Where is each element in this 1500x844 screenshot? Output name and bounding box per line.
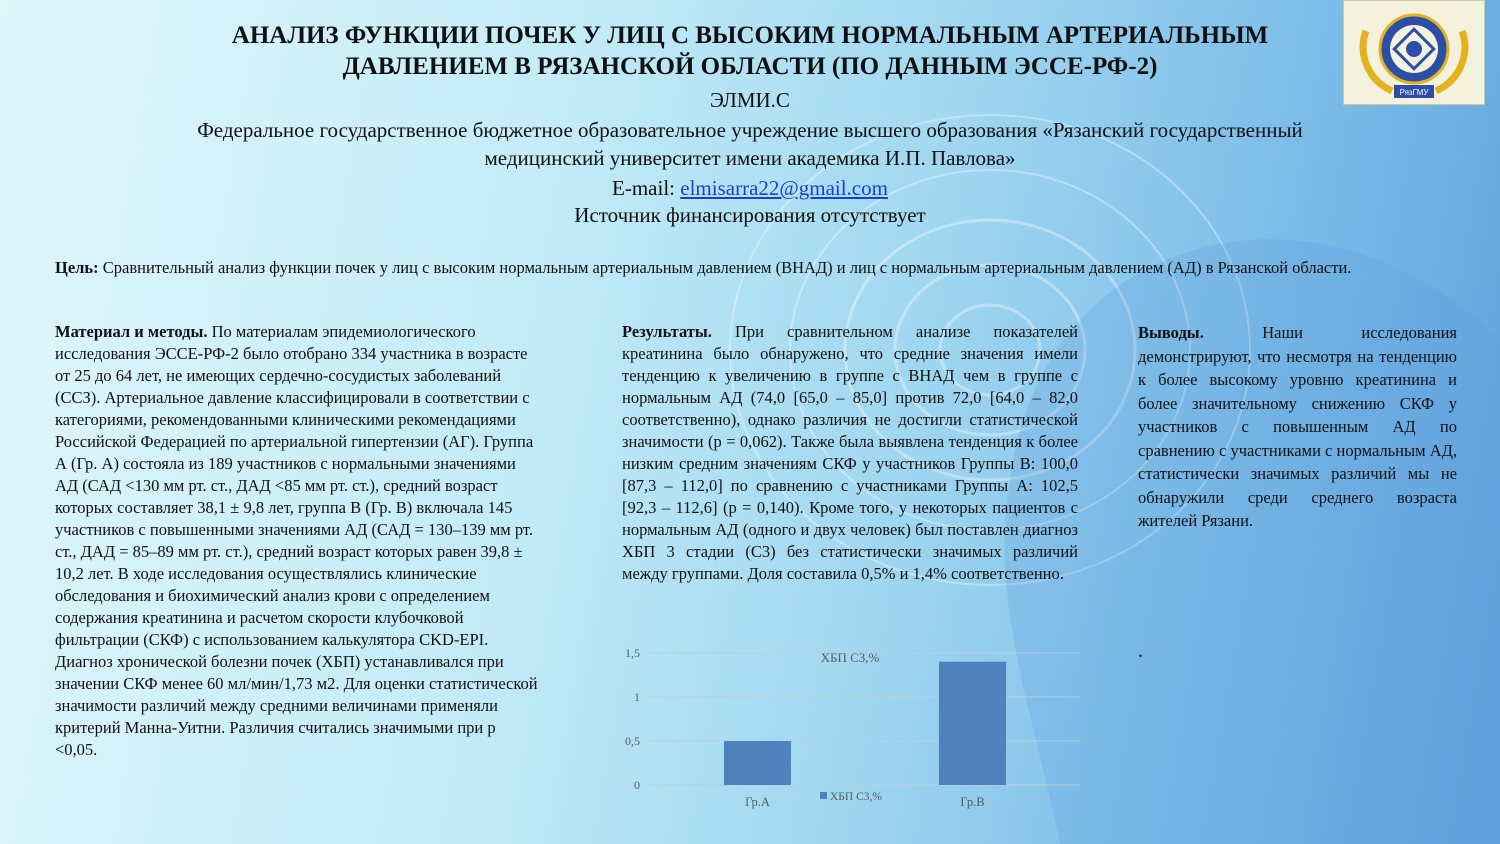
chart-legend [820, 791, 882, 803]
chart-gridlines [650, 653, 1080, 785]
goal-paragraph [55, 257, 1455, 279]
methods-label: Материал и методы. [55, 322, 208, 341]
title-line-2: ДАВЛЕНИЕМ В РЯЗАНСКОЙ ОБЛАСТИ (ПО ДАННЫМ ЭССЕ-РФ-2) [342, 53, 1158, 80]
affiliation-line-2: медицинский университет имени академика И.П. Павлова» [484, 146, 1016, 170]
x-tick-label: Гр.А [745, 795, 770, 809]
methods-section [55, 321, 540, 761]
university-logo [1343, 0, 1485, 105]
email-label: E-mail: [612, 176, 681, 200]
y-tick-label: 0 [634, 778, 640, 792]
affiliation-line-1: Федеральное государственное бюджетное образовательное учреждение высшего образования «Рязанский государственный [197, 118, 1303, 142]
bar-group-b [939, 662, 1006, 785]
y-tick-label: 1 [634, 690, 640, 704]
bar-group-a [724, 741, 791, 785]
conclusions-section [1138, 321, 1457, 533]
goal-text: Сравнительный анализ функции почек у лиц с высоким нормальным артериальным давлением (ВНАД) и лиц с нормальным артериальным давлением (АД) в Рязанской области. [98, 258, 1352, 277]
author: ЭЛМИ.С [710, 88, 790, 112]
legend-label: ХБП С3,% [830, 791, 882, 803]
logo-text: РязГМУ [1399, 88, 1429, 97]
results-text: При сравнительном анализе показателей креатинина было обнаружено, что средние значения имели тенденцию к увеличению в группе с ВНАД чем в группе с нормальным АД (74,0 [65,0 – 85,0] против 72,0 [64,0 – 82,0 соответственно), однако различия не достигли статистической значимости (p = 0,062). Также была выявлена тенденция к более низким средним значениям СКФ у участников Группы B: 100,0 [87,3 – 112,0] по сравнению с участниками Группы А: 102,5 [92,3 – 112,6] (p = 0,140). Кроме того, у некоторых пациентов с нормальным АД (одного и двух человек) был поставлен диагноз ХБП 3 стадии (С3) без статистически значимых различий между группами. Доля составила 0,5% и 1,4% соответственно. [622, 322, 1078, 583]
conclusions-label: Выводы. [1138, 323, 1204, 342]
results-section [622, 321, 1078, 585]
trailing-dot: . [1138, 640, 1143, 662]
ckd-bar-chart [615, 640, 1085, 820]
goal-label: Цель: [55, 258, 99, 277]
poster-title [100, 20, 1400, 82]
affiliation [100, 116, 1400, 172]
legend-swatch [820, 792, 827, 799]
chart-y-ticks [625, 646, 640, 792]
chart-title: ХБП С3,% [820, 650, 880, 665]
funding-note: Источник финансирования отсутствует [574, 203, 926, 227]
title-line-1: АНАЛИЗ ФУНКЦИИ ПОЧЕК У ЛИЦ С ВЫСОКИМ НОРМАЛЬНЫМ АРТЕРИАЛЬНЫМ [231, 22, 1269, 49]
y-tick-label: 1,5 [625, 646, 640, 660]
email-link[interactable]: elmisarra22@gmail.com [680, 176, 888, 200]
results-label: Результаты. [622, 322, 712, 341]
y-tick-label: 0,5 [625, 734, 640, 748]
email-line [100, 174, 1400, 202]
methods-text: По материалам эпидемиологического исследования ЭССЕ-РФ-2 было отобрано 334 участника в возрасте от 25 до 64 лет, не имеющих сердечно-сосудистых заболеваний (ССЗ). Артериальное давление классифицировали в соответствии с категориями, рекомендованными клиническими рекомендациями Российской Федерацией по артериальной гипертензии (АГ). Группа А (Гр. А) состояла из 189 участников с нормальными значениями АД (САД <130 мм рт. ст., ДАД <85 мм рт. ст.), средний возраст которых составляет 38,1 ± 9,8 лет, группа В (Гр. В) включала 145 участников с повышенными значениями АД (САД = 130–139 мм рт. ст., ДАД = 85–89 мм рт. ст.), средний возраст которых равен 39,8 ± 10,2 лет. В ходе исследования осуществлялись клинические обследования и биохимический анализ крови с определением содержания креатинина и расчетом скорости клубочковой фильтрации (СКФ) с использованием калькулятора CKD-EPI. Диагноз хронической болезни почек (ХБП) устанавливался при значении СКФ менее 60 мл/мин/1,73 м2. Для оценки статистической значимости различий между средними величинами применяли критерий Манна-Уитни. Различия считались значимыми при p <0,05. [55, 322, 538, 759]
conclusions-text: Наши исследования демонстрируют, что несмотря на тенденцию к более высокому уровню креатинина и более значительному снижению СКФ у участников с повышенным АД по сравнению с участниками с нормальным АД, статистически значимых различий мы не обнаружили среди среднего возраста жителей Рязани. [1138, 323, 1457, 530]
x-tick-label: Гр.В [960, 795, 985, 809]
chart-bars [724, 662, 1006, 785]
logo-emblem-icon [1344, 1, 1484, 104]
